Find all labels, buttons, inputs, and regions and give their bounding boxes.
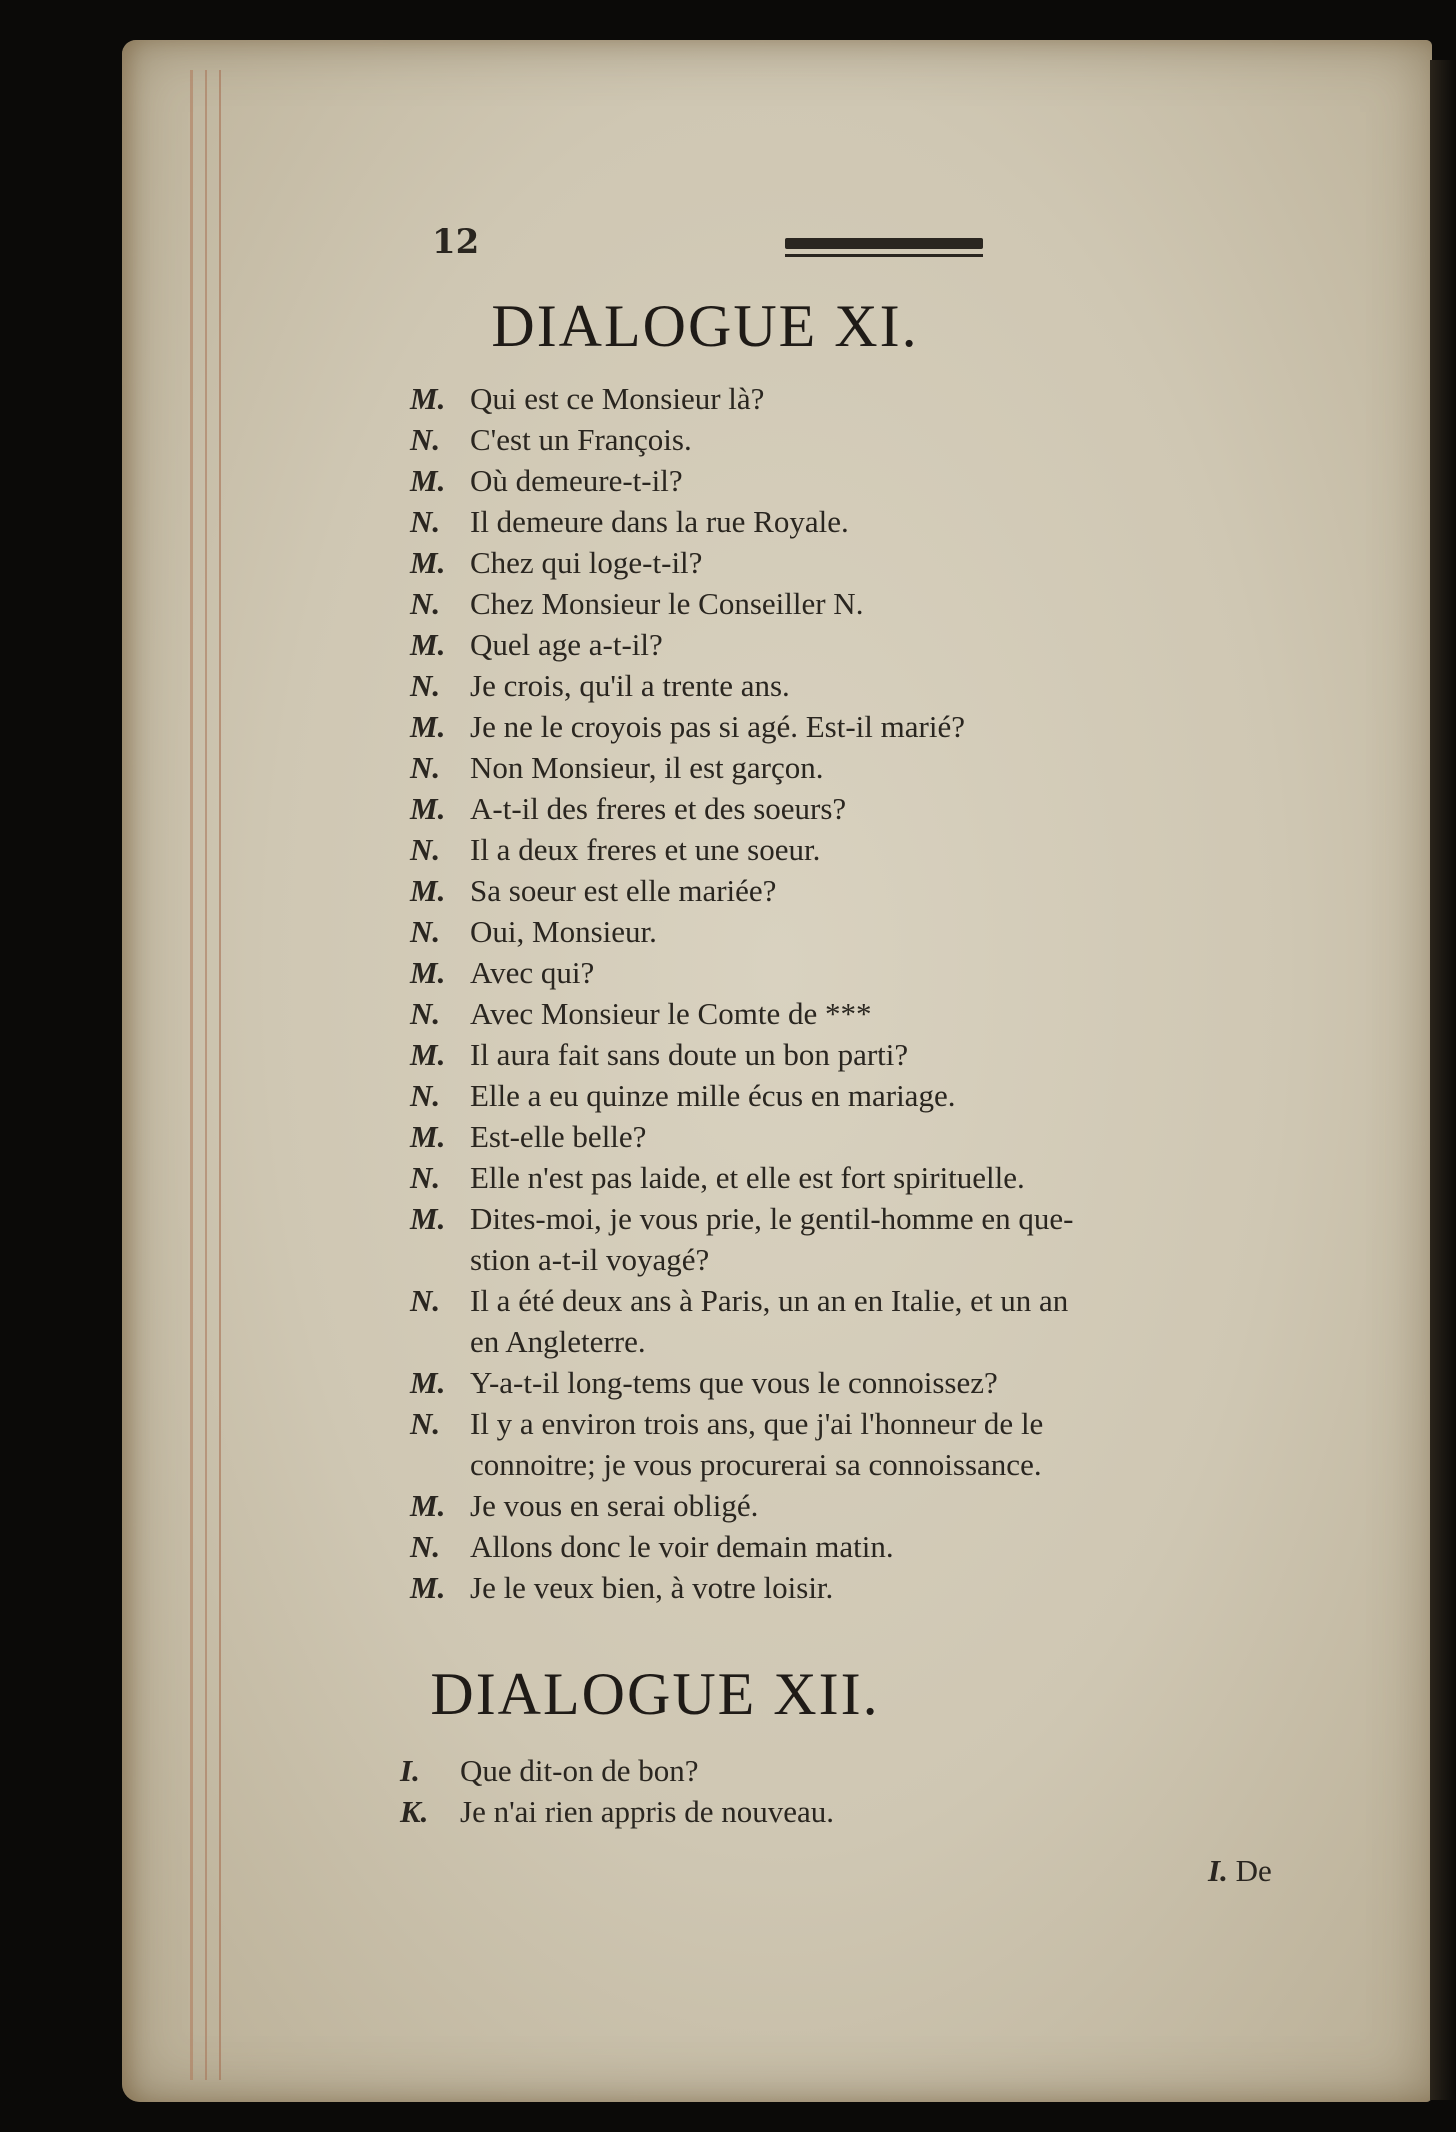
speaker-label: M. [410, 545, 446, 580]
speaker-label: N. [410, 1406, 441, 1441]
speech-text: Oui, Monsieur. [470, 914, 657, 949]
dialogue-line [410, 378, 1310, 419]
speaker-label [410, 1321, 470, 1362]
speech-text: Elle a eu quinze mille écus en mariage. [470, 1078, 956, 1113]
dialogue-line [410, 1075, 1310, 1116]
speaker-label: M. [410, 1365, 446, 1400]
speaker-label: N. [410, 750, 441, 785]
speech-text: Allons donc le voir demain matin. [470, 1529, 894, 1564]
dialogue-line [410, 419, 1310, 460]
dialogue-line [410, 542, 1310, 583]
dialogue-line [410, 952, 1310, 993]
speaker-label: N. [410, 1078, 441, 1113]
dialogue-line [400, 1750, 1300, 1791]
speaker-label: M. [410, 463, 446, 498]
speech-text: Avec Monsieur le Comte de *** [470, 996, 872, 1031]
header-rule-thin [785, 254, 983, 257]
speech-text: Quel age a-t-il? [470, 627, 663, 662]
speech-text: Elle n'est pas laide, et elle est fort spirituelle. [470, 1160, 1025, 1195]
catchword-text: De [1235, 1853, 1272, 1888]
speaker-label: M. [410, 873, 446, 908]
speaker-label: M. [410, 791, 446, 826]
catchword [1208, 1853, 1272, 1889]
speech-text: Chez qui loge-t-il? [470, 545, 703, 580]
dialogue-line [410, 706, 1310, 747]
speech-text: Est-elle belle? [470, 1119, 647, 1154]
dialogue-line [410, 870, 1310, 911]
dialogue-line [410, 1362, 1310, 1403]
dialogue-line [410, 1485, 1310, 1526]
catchword-speaker: I. [1208, 1853, 1228, 1888]
speaker-label: M. [410, 955, 446, 990]
speech-text: Que dit-on de bon? [460, 1753, 699, 1788]
dialogue-line [410, 460, 1310, 501]
dialogue-line [410, 829, 1310, 870]
speaker-label: N. [410, 1529, 441, 1564]
speaker-label: N. [410, 914, 441, 949]
book-gutter [1430, 60, 1456, 2100]
dialogue-line [410, 624, 1310, 665]
speech-text: Il a été deux ans à Paris, un an en Italie, et un an [470, 1283, 1069, 1318]
speech-text: Je le veux bien, à votre loisir. [470, 1570, 834, 1605]
dialogue-xi-title: DIALOGUE XI. [491, 293, 919, 359]
speech-text: Chez Monsieur le Conseiller N. [470, 586, 864, 621]
speech-text: Je ne le croyois pas si agé. Est-il marié? [470, 709, 965, 744]
speaker-label: M. [410, 1488, 446, 1523]
speech-text: Qui est ce Monsieur là? [470, 381, 765, 416]
dialogue-line [400, 1791, 1300, 1832]
speech-text: Il a deux freres et une soeur. [470, 832, 821, 867]
dialogue-line [410, 788, 1310, 829]
header-rule [785, 238, 983, 249]
speech-text: Il y a environ trois ans, que j'ai l'honneur de le [470, 1406, 1044, 1441]
dialogue-line [410, 1526, 1310, 1567]
speech-text: Je vous en serai obligé. [470, 1488, 759, 1523]
speaker-label: N. [410, 422, 441, 457]
speech-text: connoitre; je vous procurerai sa connoissance. [470, 1447, 1042, 1482]
dialogue-xii-lines [400, 1750, 1300, 1832]
speech-text: Sa soeur est elle mariée? [470, 873, 777, 908]
dialogue-line [410, 911, 1310, 952]
speech-text: Je crois, qu'il a trente ans. [470, 668, 790, 703]
page-number: 12 [432, 222, 480, 262]
speaker-label: K. [400, 1794, 429, 1829]
speaker-label: N. [410, 586, 441, 621]
dialogue-line [410, 1157, 1310, 1198]
dialogue-line [410, 1444, 1310, 1485]
dialogue-line [410, 747, 1310, 788]
speaker-label [410, 1239, 470, 1280]
dialogue-line [410, 1280, 1310, 1321]
speech-text: stion a-t-il voyagé? [470, 1242, 710, 1277]
page-edge-line [205, 70, 207, 2080]
speaker-label: N. [410, 996, 441, 1031]
speech-text: A-t-il des freres et des soeurs? [470, 791, 847, 826]
speaker-label: N. [410, 832, 441, 867]
speech-text: Il demeure dans la rue Royale. [470, 504, 849, 539]
dialogue-line [410, 1034, 1310, 1075]
speech-text: Où demeure-t-il? [470, 463, 683, 498]
dialogue-line [410, 1198, 1310, 1239]
speaker-label: M. [410, 1037, 446, 1072]
speaker-label: M. [410, 709, 446, 744]
speaker-label: M. [410, 627, 446, 662]
speaker-label: M. [410, 1201, 446, 1236]
dialogue-xi-lines [410, 378, 1310, 1608]
dialogue-line [410, 993, 1310, 1034]
speech-text: Non Monsieur, il est garçon. [470, 750, 824, 785]
speech-text: Il aura fait sans doute un bon parti? [470, 1037, 909, 1072]
dialogue-line [410, 665, 1310, 706]
speaker-label: N. [410, 1283, 441, 1318]
speaker-label [410, 1444, 470, 1485]
dialogue-line [410, 501, 1310, 542]
speaker-label: M. [410, 1119, 446, 1154]
speaker-label: N. [410, 668, 441, 703]
speech-text: Dites-moi, je vous prie, le gentil-homme en que- [470, 1201, 1074, 1236]
dialogue-line [410, 1567, 1310, 1608]
dialogue-line [410, 1403, 1310, 1444]
speech-text: en Angleterre. [470, 1324, 646, 1359]
speech-text: Y-a-t-il long-tems que vous le connoissez? [470, 1365, 998, 1400]
dialogue-line [410, 1321, 1310, 1362]
dialogue-line [410, 1239, 1310, 1280]
speech-text: Je n'ai rien appris de nouveau. [460, 1794, 835, 1829]
speaker-label: I. [400, 1753, 420, 1788]
speaker-label: N. [410, 504, 441, 539]
dialogue-line [410, 583, 1310, 624]
speaker-label: M. [410, 1570, 446, 1605]
speech-text: C'est un François. [470, 422, 692, 457]
speech-text: Avec qui? [470, 955, 595, 990]
speaker-label: N. [410, 1160, 441, 1195]
dialogue-xii-title: DIALOGUE XII. [430, 1661, 880, 1727]
speaker-label: M. [410, 381, 446, 416]
dialogue-line [410, 1116, 1310, 1157]
